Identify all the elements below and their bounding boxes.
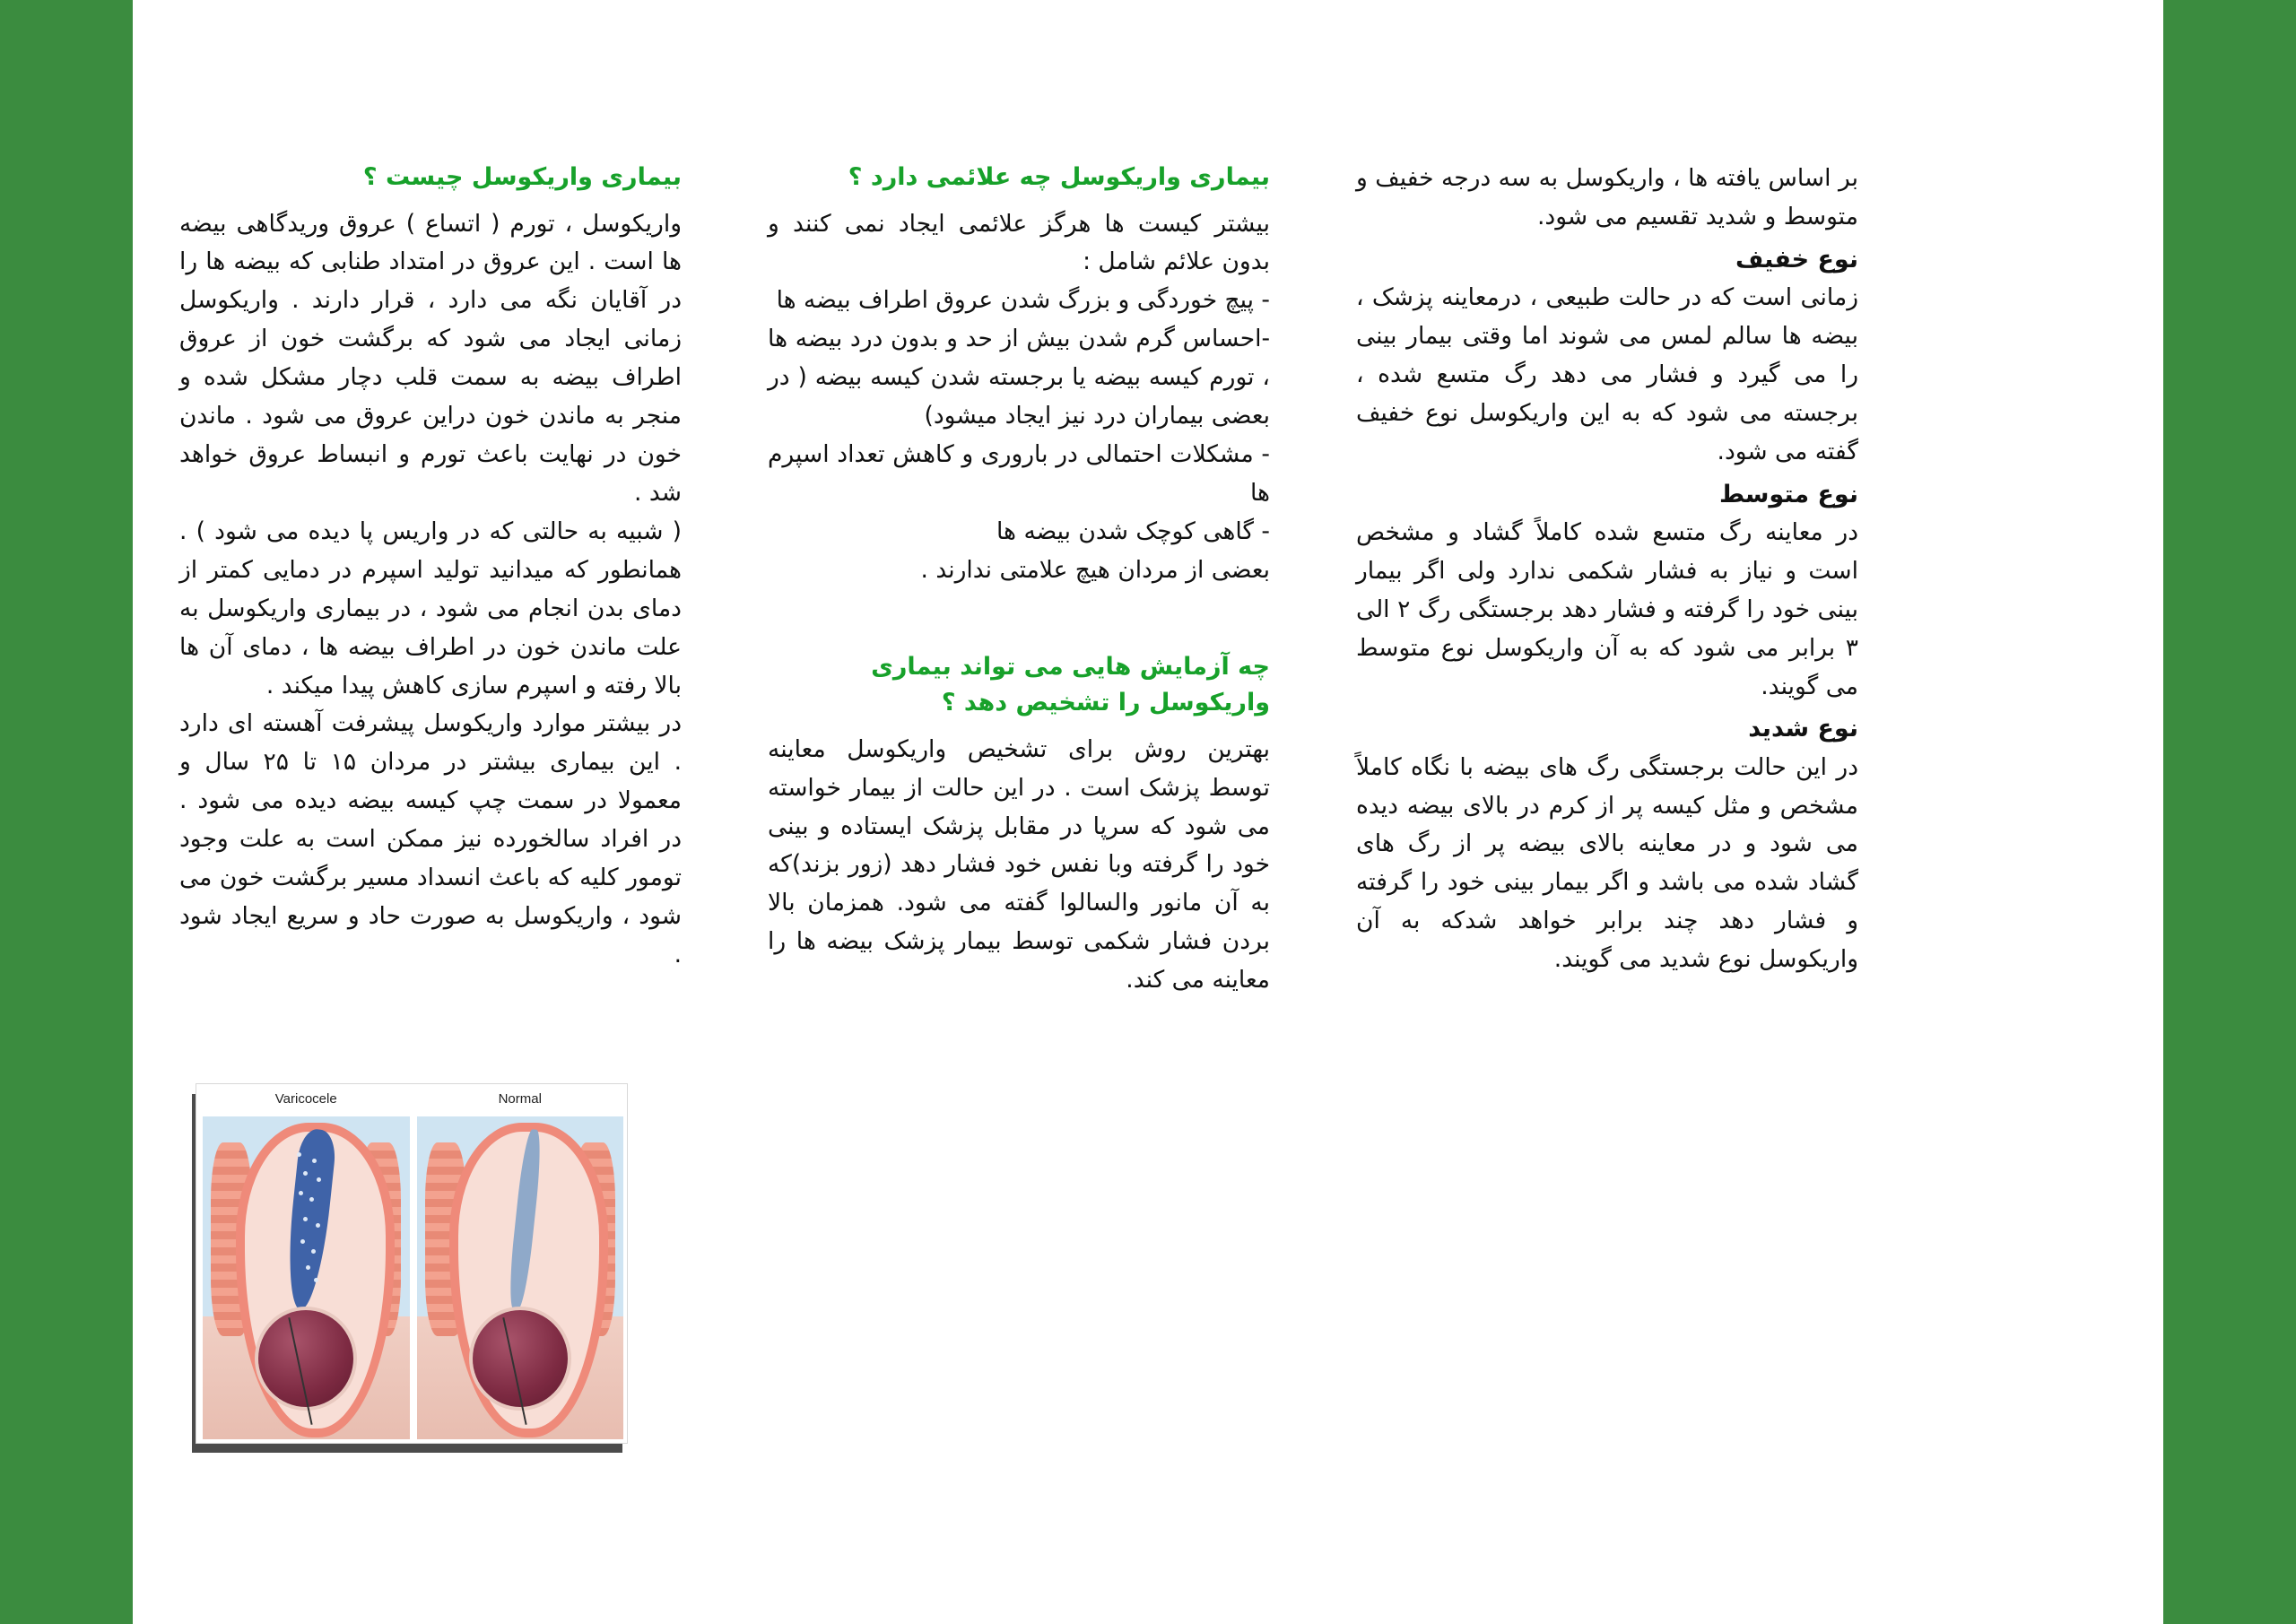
grade-title-severe: نوع شدید: [1748, 715, 1858, 743]
brochure-content: [133, 0, 2163, 1624]
figure-panel-normal: [413, 1084, 628, 1443]
symptom-item: - مشکلات احتمالی در باروری و کاهش تعداد اسپرم ها: [768, 440, 1270, 507]
column-right: [179, 160, 682, 1000]
paragraph: بعضی از مردان هیچ علامتی ندارند .: [920, 555, 1270, 584]
column-container: [179, 160, 2117, 1000]
column-middle: [768, 160, 1270, 1000]
paragraph: ( شبیه به حالتی که در واریس پا دیده می شود ) . همانطور که میدانید تولید اسپرم در دمایی کمتر از دمای بدن انجام می شود ، در بیماری واریکوسل به علت ماندن خون در اطراف بیضه ها ، دمای آن ها بالا رفته و اسپرم سازی کاهش پیدا میکند .: [179, 517, 682, 699]
figure-panel-varicocele: [196, 1084, 413, 1443]
anatomy-varicocele: [203, 1116, 410, 1439]
left-green-band: [0, 0, 133, 1624]
right-green-band: [2163, 0, 2296, 1624]
anatomy-normal: [417, 1116, 624, 1439]
paragraph: بهترین روش برای تشخیص واریکوسل معاینه توسط پزشک است . در این حالت از بیمار خواسته می شود که سرپا در مقابل پزشک ایستاده و بینی خود را گرفته وبا نفس خود فشار دهد (زور بزند)که به آن مانور والسالوا گفته می شود. همزمان بالا بردن فشار شکمی توسط بیمار پزشک بیضه ها را معاینه می کند.: [768, 734, 1270, 994]
figure-panel-label-varicocele: Varicocele: [274, 1091, 337, 1107]
grade-text-moderate: در معاینه رگ متسع شده کاملاً گشاد و مشخص است و نیاز به فشار شکمی ندارد ولی اگر بیمار بینی خود را گرفته و فشار دهد برجستگی رگ ۲ الی ۳ برابر می شود که به آن واریکوسل نوع متوسط می گویند.: [1356, 517, 1859, 700]
symptom-item: - گاهی کوچک شدن بیضه ها: [996, 517, 1270, 545]
paragraph: بر اساس یافته ها ، واریکوسل به سه درجه خفیف و متوسط و شدید تقسیم می شود.: [1356, 164, 1858, 230]
varicocele-anatomy-illustration: [179, 1083, 628, 1444]
symptom-item: - پیچ خوردگی و بزرگ شدن عروق اطراف بیضه ها: [776, 286, 1270, 315]
section-title-what-is-varicocele: بیماری واریکوسل چیست ؟: [362, 163, 682, 191]
paragraph: واریکوسل ، تورم ( اتساع ) عروق وریدگاهی بیضه ها است . این عروق در امتداد طنابی که بیضه ها را در آقایان نگه می دارد ، قرار دارند . واریکوسل زمانی ایجاد می شود که برگشت خون از عروق اطراف بیضه به سمت قلب دچار مشکل شده و منجر به ماندن خون دراین عروق می شود . ماندن خون در نهایت باعث تورم و انبساط عروق خواهد شد .: [179, 209, 682, 507]
figure-image: [196, 1083, 628, 1444]
paragraph: در بیشتر موارد واریکوسل پیشرفت آهسته ای دارد . این بیماری بیشتر در مردان ۱۵ تا ۲۵ سال و معمولا در سمت چپ کیسه بیضه دیده می شود . در افراد سالخورده نیز ممکن است به علت وجود تومور کلیه که باعث انسداد مسیر برگشت خون می شود ، واریکوسل به صورت حاد و سریع ایجاد شود .: [179, 709, 682, 969]
section-title-diagnostic-tests: چه آزمایش هایی می تواند بیماری واریکوسل را تشخیص دهد ؟: [871, 652, 1270, 717]
grade-text-severe: در این حالت برجستگی رگ های بیضه با نگاه کاملاً مشخص و مثل کیسه پر از کرم در بالای بیضه دیده می شود و در معاینه بالای بیضه پر از رگ های گشاد شده می باشد و اگر بیمار بینی خود را گرفته و فشار دهد چند برابر خواهد شدکه به آن واریکوسل نوع شدید می گویند.: [1356, 752, 1858, 974]
symptom-item: -احساس گرم شدن بیش از حد و بدون درد بیضه ها ، تورم کیسه بیضه یا برجسته شدن کیسه بیضه ( در بعضی بیماران درد نیز ایجاد میشود): [768, 325, 1270, 430]
figure-panel-label-normal: Normal: [498, 1091, 542, 1107]
grade-text-mild: زمانی است که در حالت طبیعی ، درمعاینه پزشک ، بیضه ها سالم لمس می شوند اما وقتی بیمار بینی را می گیرد و فشار می دهد رگ متسع شده ، برجسته می شود که به این واریکوسل نوع خفیف گفته می شود.: [1356, 283, 1858, 465]
paragraph: بیشتر کیست ها هرگز علائمی ایجاد نمی کنند و بدون علائم شامل :: [768, 209, 1270, 276]
grade-title-moderate: نوع متوسط: [1718, 480, 1858, 508]
vein-texture-icon: [293, 1142, 326, 1304]
section-title-symptoms: بیماری واریکوسل چه علائمی دارد ؟: [848, 163, 1270, 191]
column-left: [1356, 160, 1858, 1000]
grade-title-mild: نوع خفیف: [1735, 245, 1858, 274]
